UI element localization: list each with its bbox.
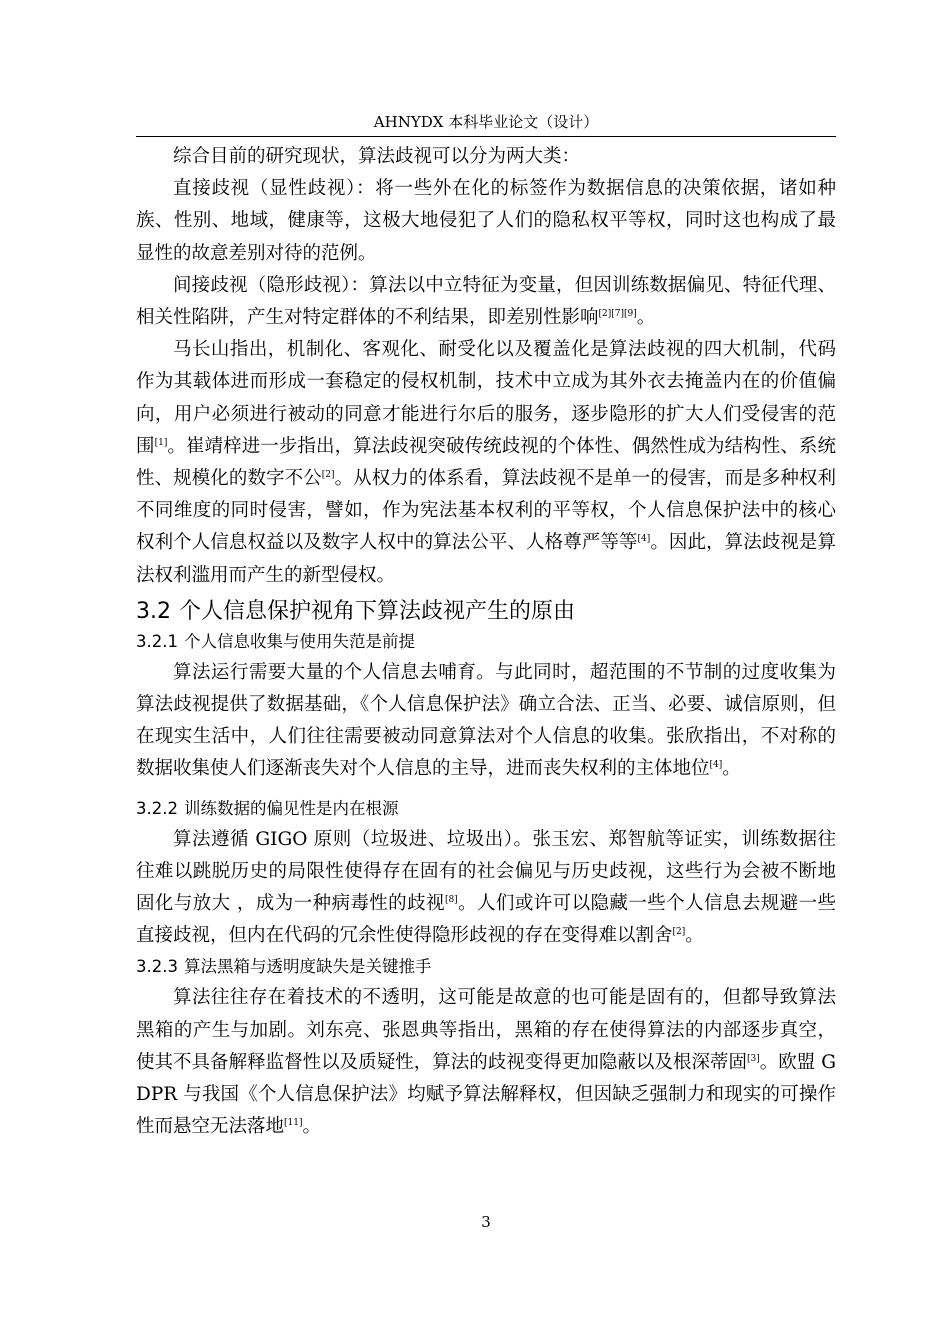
subsection-heading-3-2-1: 3.2.1 个人信息收集与使用失范是前提 — [136, 631, 415, 651]
citation: [8] — [444, 894, 458, 905]
citation: [3] — [747, 1053, 760, 1064]
citation: [4] — [709, 760, 723, 771]
paragraph-indirect-discrimination: 间接歧视（隐形歧视）：算法以中立特征为变量，但因训练数据偏见、特征代理、相关性陷阱，产生对特定群体的不利结果，即差别性影响[2][7][9]。 — [136, 274, 836, 329]
section-heading-3-2: 3.2 个人信息保护视角下算法歧视产生的原由 — [136, 598, 576, 624]
body-text — [136, 141, 836, 1143]
paragraph-training-data: 算法遵循 GIGO 原则（垃圾进、垃圾出）。张玉宏、郑智航等证实，训练数据往往难以跳脱历史的局限性使得存在固有的社会偏见与历史歧视，这些行为会被不断地固化与放大 ，成为一种病毒性的歧视[8]。人们或许可以隐藏一些个人信息去规避一些直接歧视，但内在代码的冗余性使得隐形歧视的存在变得难以割舍[2]。 — [136, 828, 836, 947]
subsection-heading-3-2-2: 3.2.2 训练数据的偏见性是内在根源 — [136, 798, 399, 818]
citation: [4] — [637, 534, 651, 545]
citation: [2][7][9] — [598, 308, 637, 319]
paragraph-collection: 算法运行需要大量的个人信息去哺育。与此同时，超范围的不节制的过度收集为算法歧视提供了数据基础，《个人信息保护法》确立合法、正当、必要、诚信原则，但在现实生活中，人们往往需要被动同意算法对个人信息的收集。张欣指出，不对称的数据收集使人们逐渐丧失对个人信息的主导，进而丧失权利的主体地位[4]。 — [136, 661, 836, 780]
citation: [2] — [321, 469, 335, 480]
citation: [1] — [154, 437, 168, 448]
paragraph-intro: 综合目前的研究现状，算法歧视可以分为两大类： — [173, 146, 581, 167]
paragraph-mechanisms: 马长山指出，机制化、客观化、耐受化以及覆盖化是算法歧视的四大机制，代码作为其载体进而形成一套稳定的侵权机制，技术中立成为其外衣去掩盖内在的价值偏向，用户必须进行被动的同意才能进行尔后的服务，逐步隐形的扩大人们受侵害的范围[1]。崔靖梓进一步指出，算法歧视突破传统歧视的个体性、偶然性成为结构性、系统性、规模化的数字不公[2]。从权力的体系看，算法歧视不是单一的侵害，而是多种权利不同维度的同时侵害，譬如，作为宪法基本权利的平等权，个人信息保护法中的核心权利个人信息权益以及数字人权中的算法公平、人格尊严等等[4]。因此，算法歧视是算法权利滥用而产生的新型侵权。 — [136, 339, 836, 586]
paragraph-black-box: 算法往往存在着技术的不透明，这可能是故意的也可能是固有的，但都导致算法黑箱的产生与加剧。刘东亮、张恩典等指出，黑箱的存在使得算法的内部逐步真空，使其不具备解释监督性以及质疑性，算法的歧视变得更加隐蔽以及根深蒂固[3]。欧盟 GDPR 与我国《个人信息保护法》均赋予算法解释权，但因缺乏强制力和现实的可操作性而悬空无法落地[11]。 — [136, 987, 836, 1138]
citation: [11] — [284, 1118, 303, 1129]
running-header: AHNYDX 本科毕业论文（设计） — [373, 113, 599, 131]
header-rule — [136, 136, 836, 137]
subsection-heading-3-2-3: 3.2.3 算法黑箱与透明度缺失是关键推手 — [136, 957, 432, 977]
paragraph-direct-discrimination: 直接歧视（显性歧视）：将一些外在化的标签作为数据信息的决策依据，诸如种族、性别、地域，健康等，这极大地侵犯了人们的隐私权平等权，同时这也构成了最显性的故意差别对待的范例。 — [136, 178, 836, 264]
page-number: 3 — [481, 1213, 491, 1231]
citation: [2] — [672, 927, 686, 938]
